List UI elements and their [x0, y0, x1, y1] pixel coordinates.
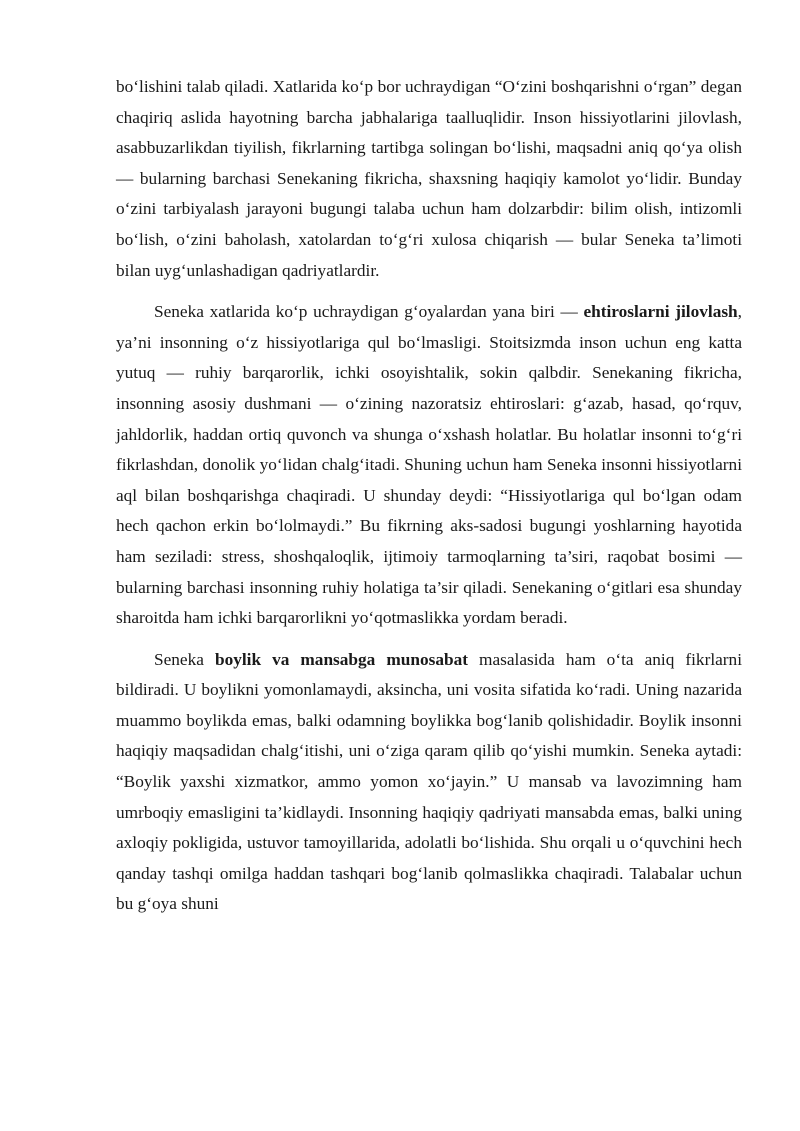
paragraph-2-emphasis: ehtiroslarni jilovlash [583, 302, 738, 322]
paragraph-1 [116, 72, 742, 286]
paragraph-3-emphasis: boylik va mansabga munosabat [214, 649, 468, 669]
paragraph-1-text: bo‘lishini talab qiladi. Xatlarida ko‘p bor uchraydigan “O‘zini boshqarishni o‘rgan” degan chaqiriq aslida hayotning barcha jabhalariga taalluqlidir. Inson hissiyotlarini jilovlash, asabbuzarlikdan tiyilish, fikrlarning tartibga solingan bo‘lishi, maqsadni aniq qo‘ya olish — bularning barchasi Senekaning fikricha, shaxsning haqiqiy kamolot yo‘lidir. Bunday o‘zini tarbiyalash jarayoni bugungi talaba uchun ham dolzarbdir: bilim olish, intizomli bo‘lish, o‘zini baholash, xatolardan to‘g‘ri xulosa chiqarish — bular Seneka ta’limoti bilan uyg‘unlashadigan qadriyatlardir. [116, 77, 742, 280]
paragraph-3-text-a: Seneka [154, 649, 215, 669]
paragraph-3 [116, 645, 742, 920]
paragraph-3-text-b: masalasida ham o‘ta aniq fikrlarni bildiradi. U boylikni yomonlamaydi, aksincha, uni vosita sifatida ko‘radi. Uning nazarida muammo boylikda emas, balki odamning boylikka bog‘lanib qolishidadir. Boylik insonni haqiqiy maqsadidan chalg‘itishi, uni o‘ziga qaram qilib qo‘yishi mumkin. Seneka aytadi: “Boylik yaxshi xizmatkor, ammo yomon xo‘jayin.” U mansab va lavozimning ham umrboqiy emasligini ta’kidlaydi. Insonning haqiqiy qadriyati mansabda emas, balki uning axloqiy pokligida, ustuvor tamoyillarida, adolatli bo‘lishida. Shu orqali u o‘quvchini hech qanday tashqi omilga haddan tashqari bog‘lanib qolmaslikka chaqiradi. Talabalar uchun bu g‘oya shuni [116, 649, 742, 914]
paragraph-2-text-a: Seneka xatlarida ko‘p uchraydigan g‘oyalardan yana biri — [154, 302, 584, 322]
paragraph-2-text-b: , ya’ni insonning o‘z hissiyotlariga qul bo‘lmasligi. Stoitsizmda inson uchun eng katta yutuq — ruhiy barqarorlik, ichki osoyishtalik, sokin qalbdir. Senekaning fikricha, insonning asosiy dushmani — o‘zining nazoratsiz ehtiroslari: g‘azab, hasad, qo‘rquv, jahldorlik, haddan ortiq quvonch va shunga o‘xshash holatlar. Bu holatlar insonni to‘g‘ri fikrlashdan, donolik yo‘lidan chalg‘itadi. Shuning uchun ham Seneka insonni hissiyotlarni aql bilan boshqarishga chaqiradi. U shunday deydi: “Hissiyotlariga qul bo‘lgan odam hech qachon erkin bo‘lolmaydi.” Bu fikrning aks-sadosi bugungi yoshlarning hayotida ham seziladi: stress, shoshqaloqlik, ijtimoiy tarmoqlarning ta’siri, raqobat bosimi — bularning barchasi insonning ruhiy holatiga ta’sir qiladi. Senekaning o‘gitlari esa shunday sharoitda ham ichki barqarorlikni yo‘qotmaslikka yordam beradi. [116, 302, 742, 628]
paragraph-2 [116, 297, 742, 634]
